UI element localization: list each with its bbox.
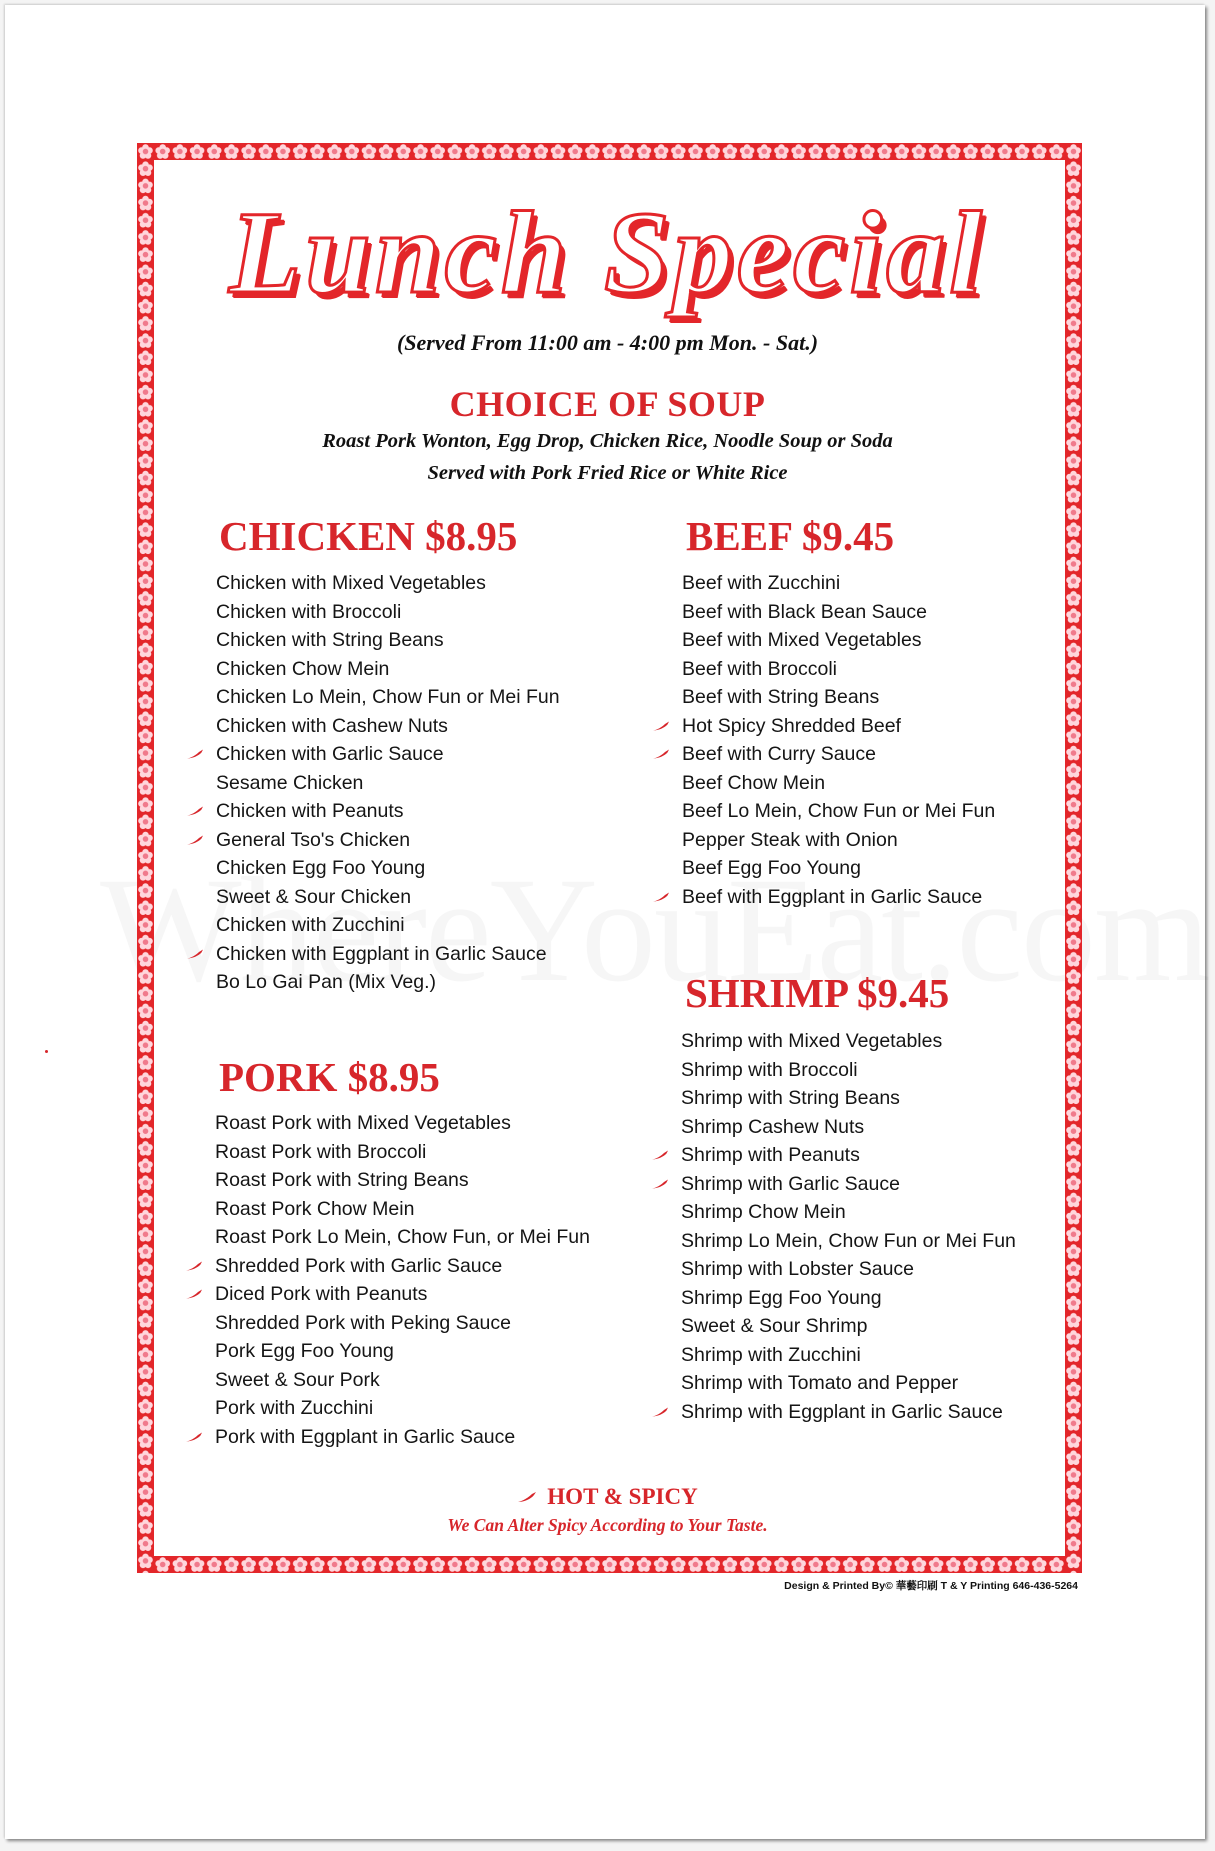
menu-item — [215, 1394, 590, 1423]
menu-item — [681, 1027, 1016, 1056]
menu-item-name: Roast Pork Lo Mein, Chow Fun, or Mei Fun — [215, 1226, 590, 1248]
border-top — [137, 143, 1082, 160]
menu-item-name: Beef Lo Mein, Chow Fun or Mei Fun — [682, 800, 996, 822]
chili-pepper-icon — [652, 892, 670, 902]
service-hours: (Served From 11:00 am - 4:00 pm Mon. - Sat.) — [396, 330, 819, 355]
menu-item-name: Pepper Steak with Onion — [682, 828, 898, 851]
menu-item-name: Shrimp with Broccoli — [681, 1058, 858, 1081]
menu-item — [216, 740, 560, 769]
menu-item — [681, 1141, 1016, 1170]
menu-item-name: Beef with Black Bean Sauce — [682, 600, 927, 623]
menu-item-name: Sweet & Sour Shrimp — [681, 1315, 868, 1337]
menu-item-name: Chicken with Peanuts — [216, 800, 404, 822]
menu-item — [682, 655, 995, 684]
menu-item-name: Chicken with Mixed Vegetables — [216, 572, 486, 594]
menu-item — [681, 1170, 1016, 1199]
menu-item — [216, 826, 560, 855]
menu-item — [216, 968, 560, 997]
menu-item — [216, 797, 560, 826]
menu-item-name: Bo Lo Gai Pan (Mix Veg.) — [216, 971, 437, 993]
menu-item — [216, 911, 560, 940]
menu-item — [216, 883, 560, 912]
menu-item-name: Shredded Pork with Garlic Sauce — [215, 1254, 503, 1277]
menu-item — [216, 769, 560, 798]
menu-item-name: Chicken with Cashew Nuts — [216, 714, 448, 737]
menu-item — [216, 655, 560, 684]
menu-item-name: Shrimp Cashew Nuts — [681, 1115, 865, 1138]
menu-item — [682, 626, 995, 655]
page-title: Lunch Special — [229, 187, 986, 318]
menu-item — [681, 1312, 1016, 1341]
menu-item — [682, 598, 995, 627]
border-bottom — [137, 1556, 1082, 1573]
menu-item-name: Pork with Eggplant in Garlic Sauce — [215, 1425, 516, 1448]
menu-item-name: Beef with Zucchini — [682, 572, 841, 594]
menu-item-name: Diced Pork with Peanuts — [215, 1283, 428, 1305]
menu-item-name: Roast Pork with Broccoli — [215, 1140, 427, 1163]
menu-item-name: Hot Spicy Shredded Beef — [682, 714, 901, 737]
menu-item — [215, 1138, 590, 1167]
chili-pepper-icon — [517, 1491, 537, 1503]
chili-pepper-icon — [186, 806, 204, 816]
menu-item-name: Chicken with Garlic Sauce — [216, 743, 444, 765]
menu-item — [215, 1309, 590, 1338]
print-speck — [45, 1050, 48, 1053]
printer-credit: Design & Printed By© 華藝印刷 T & Y Printing 646-436-5264 — [784, 1580, 1078, 1592]
menu-item-name: Shrimp with Tomato and Pepper — [681, 1372, 959, 1394]
chili-pepper-icon — [186, 749, 204, 759]
menu-item — [681, 1369, 1016, 1398]
chili-pepper-icon — [651, 1150, 669, 1160]
menu-item-name: Shredded Pork with Peking Sauce — [215, 1311, 511, 1334]
menu-item — [682, 883, 995, 912]
beef-section-title: BEEF $9.45 — [686, 513, 895, 559]
menu-item-name: Beef with Curry Sauce — [682, 743, 877, 765]
menu-item — [215, 1423, 590, 1452]
menu-item-name: Shrimp with Peanuts — [681, 1144, 860, 1166]
menu-item-name: Beef Egg Foo Young — [682, 857, 861, 879]
menu-item — [682, 826, 995, 855]
menu-item — [215, 1252, 590, 1281]
menu-item-name: Chicken with Eggplant in Garlic Sauce — [216, 942, 547, 965]
spicy-note: We Can Alter Spicy According to Your Taste. — [447, 1515, 768, 1535]
shrimp-section-title: SHRIMP $9.45 — [685, 970, 950, 1016]
chili-pepper-icon — [185, 1289, 203, 1299]
menu-item-name: Shrimp Chow Mein — [681, 1201, 846, 1223]
chili-pepper-icon — [652, 721, 670, 731]
chili-pepper-icon — [185, 1432, 203, 1442]
menu-item — [215, 1109, 590, 1138]
menu-item-name: Sweet & Sour Pork — [215, 1368, 380, 1391]
menu-item-name: Roast Pork Chow Mein — [215, 1197, 415, 1220]
menu-item-name: Roast Pork with Mixed Vegetables — [215, 1112, 511, 1134]
border-left — [137, 143, 154, 1573]
menu-item — [682, 769, 995, 798]
beef-item-list — [682, 569, 995, 911]
menu-item-name: Chicken Chow Mein — [216, 657, 390, 680]
menu-item-name: Beef with Eggplant in Garlic Sauce — [682, 885, 983, 908]
menu-item-name: Chicken with Broccoli — [216, 600, 402, 623]
chili-pepper-icon — [651, 1407, 669, 1417]
menu-item — [681, 1398, 1016, 1427]
menu-item-name: Sesame Chicken — [216, 771, 364, 794]
menu-item-name: Shrimp with Eggplant in Garlic Sauce — [681, 1400, 1003, 1423]
hot-spicy-label: HOT & SPICY — [547, 1484, 698, 1509]
menu-item — [216, 854, 560, 883]
menu-item — [682, 740, 995, 769]
menu-item-name: Shrimp with Mixed Vegetables — [681, 1030, 943, 1052]
menu-item — [681, 1227, 1016, 1256]
menu-item — [682, 797, 995, 826]
soup-served-with: Served with Pork Fried Rice or White Rice — [427, 462, 788, 484]
menu-item-name: Chicken with Zucchini — [216, 914, 405, 936]
menu-item-name: Roast Pork with String Beans — [215, 1169, 469, 1191]
chili-pepper-icon — [651, 1179, 669, 1189]
menu-item — [215, 1280, 590, 1309]
hot-spicy-legend — [0, 1484, 1215, 1510]
chili-pepper-icon — [186, 949, 204, 959]
menu-item — [681, 1341, 1016, 1370]
shrimp-item-list — [681, 1027, 1016, 1426]
menu-item — [216, 940, 560, 969]
menu-item-name: Pork with Zucchini — [215, 1397, 374, 1419]
chicken-section-title: CHICKEN $8.95 — [219, 513, 518, 559]
menu-item — [681, 1255, 1016, 1284]
menu-item-name: Pork Egg Foo Young — [215, 1340, 394, 1362]
menu-item — [682, 854, 995, 883]
pork-section-title: PORK $8.95 — [219, 1054, 440, 1100]
menu-item-name: Beef Chow Mein — [682, 771, 826, 794]
menu-item — [216, 598, 560, 627]
menu-item — [681, 1284, 1016, 1313]
menu-item-name: Beef with Mixed Vegetables — [682, 629, 922, 651]
menu-item-name: Beef with String Beans — [682, 686, 880, 708]
menu-item-name: Shrimp with Zucchini — [681, 1343, 861, 1366]
chili-pepper-icon — [185, 1261, 203, 1271]
menu-item — [215, 1195, 590, 1224]
menu-item-name: Sweet & Sour Chicken — [216, 885, 412, 908]
menu-item — [215, 1166, 590, 1195]
menu-item — [216, 569, 560, 598]
menu-item — [681, 1056, 1016, 1085]
menu-item — [216, 626, 560, 655]
chicken-item-list — [216, 569, 560, 997]
menu-item-name: Chicken Egg Foo Young — [216, 857, 426, 879]
menu-item-name: Shrimp with String Beans — [681, 1087, 900, 1109]
menu-item-name: Chicken with String Beans — [216, 629, 444, 651]
menu-item-name: Shrimp with Lobster Sauce — [681, 1258, 915, 1280]
menu-item-name: Shrimp with Garlic Sauce — [681, 1172, 900, 1195]
menu-item — [216, 712, 560, 741]
menu-item — [215, 1337, 590, 1366]
menu-item — [216, 683, 560, 712]
menu-item-name: Chicken Lo Mein, Chow Fun or Mei Fun — [216, 686, 560, 708]
menu-item-name: Shrimp Egg Foo Young — [681, 1286, 882, 1309]
soup-heading: CHOICE OF SOUP — [449, 384, 766, 424]
pork-item-list — [215, 1109, 590, 1451]
menu-item — [682, 683, 995, 712]
border-right — [1065, 143, 1082, 1573]
menu-item — [682, 569, 995, 598]
menu-item — [682, 712, 995, 741]
menu-item — [681, 1084, 1016, 1113]
menu-item-name: Beef with Broccoli — [682, 657, 837, 680]
soup-options: Roast Pork Wonton, Egg Drop, Chicken Rice, Noodle Soup or Soda — [322, 430, 893, 452]
chili-pepper-icon — [652, 749, 670, 759]
menu-item-name: General Tso's Chicken — [216, 828, 411, 851]
menu-item — [215, 1366, 590, 1395]
menu-item-name: Shrimp Lo Mein, Chow Fun or Mei Fun — [681, 1229, 1016, 1252]
chili-pepper-icon — [186, 835, 204, 845]
menu-item — [215, 1223, 590, 1252]
menu-item — [681, 1198, 1016, 1227]
menu-item — [681, 1113, 1016, 1142]
